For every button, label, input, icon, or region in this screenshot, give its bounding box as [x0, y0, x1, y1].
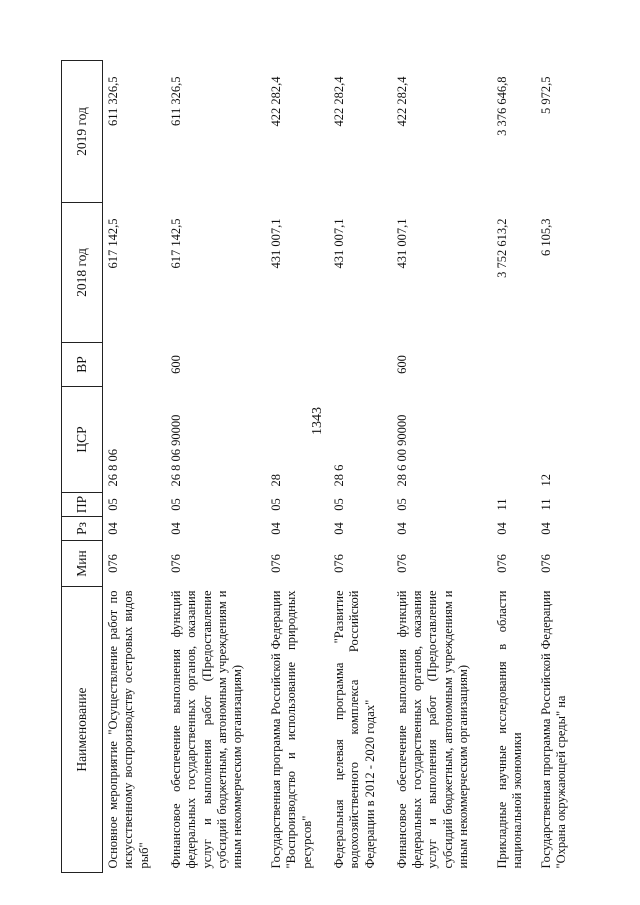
- row-rz: 04: [539, 522, 553, 535]
- row-pr: 11: [539, 498, 553, 511]
- row-2018: 617 142,5: [106, 218, 120, 269]
- row-2018: 431 007,1: [394, 218, 409, 269]
- row-name: Основное мероприятие "Осуществление работ по искусственному воспроизводству осетровых видов рыб": [106, 590, 151, 869]
- table-row: [266, 61, 329, 873]
- header-csr: ЦСР: [62, 387, 103, 493]
- row-name: Государственная программа Российской Федерации "Охрана окружающей среды" на: [539, 590, 569, 869]
- row-vr: [329, 343, 392, 387]
- table-row: [492, 61, 536, 873]
- table-row: [329, 61, 392, 873]
- table-row: [536, 61, 598, 873]
- row-2019: 5 972,5: [539, 76, 553, 114]
- row-csr: [492, 387, 536, 493]
- row-min: 076: [106, 554, 120, 573]
- budget-table: [61, 60, 598, 873]
- row-csr: 26 8 06 90000: [168, 414, 183, 487]
- row-rz: 04: [394, 522, 409, 535]
- header-name: Наименование: [62, 587, 103, 873]
- row-min: 076: [394, 554, 409, 573]
- row-2019: 611 326,5: [168, 76, 183, 127]
- header-pr: ПР: [62, 493, 103, 517]
- row-min: 076: [494, 554, 509, 573]
- row-2018: 431 007,1: [331, 218, 346, 269]
- row-csr: 26 8 06: [106, 449, 120, 487]
- row-2018: 6 105,3: [539, 218, 553, 256]
- row-2018: 431 007,1: [268, 218, 283, 269]
- row-pr: 05: [106, 498, 120, 511]
- row-2019: 3 376 646,8: [494, 76, 509, 136]
- row-rz: 04: [331, 522, 346, 535]
- table-header-row: [62, 61, 103, 873]
- header-2018: 2018 год: [62, 203, 103, 343]
- row-name: Прикладные научные исследования в области национальной экономики: [494, 590, 525, 869]
- row-pr: 11: [494, 498, 509, 511]
- row-2019: 422 282,4: [268, 76, 283, 127]
- row-pr: 05: [168, 498, 183, 511]
- table-row: [166, 61, 266, 873]
- row-pr: 05: [394, 498, 409, 511]
- table-row: [103, 61, 166, 873]
- row-csr: 12: [539, 474, 553, 487]
- row-2018: 617 142,5: [168, 218, 183, 269]
- row-min: 076: [539, 554, 553, 573]
- header-vr: ВР: [62, 343, 103, 387]
- row-csr: 28 6: [331, 464, 346, 487]
- row-2019: 611 326,5: [106, 76, 120, 127]
- row-name: Государственная программа Российской Федерации "Воспроизводство и использование природных ресурсов": [268, 590, 314, 869]
- row-pr: 05: [268, 498, 283, 511]
- row-csr: 28: [268, 474, 283, 487]
- row-rz: 04: [268, 522, 283, 535]
- page-number: 1343: [310, 407, 325, 435]
- row-vr: [492, 343, 536, 387]
- row-name: Федеральная целевая программа "Развитие водохозяйственного комплекса Российской Федерации в 2012 - 2020 годах": [331, 590, 377, 869]
- table-row: [392, 61, 492, 873]
- header-2019: 2019 год: [62, 61, 103, 203]
- row-vr: [536, 343, 598, 387]
- row-vr: 600: [168, 355, 183, 374]
- header-rz: Рз: [62, 517, 103, 541]
- row-rz: 04: [494, 522, 509, 535]
- row-min: 076: [268, 554, 283, 573]
- row-pr: 05: [331, 498, 346, 511]
- row-name: Финансовое обеспечение выполнения функций федеральных государственных органов, оказания услуг и выполнения работ (Предоставление субсидий бюджетным, автономным учреждениям и иным некоммерческим организациям): [168, 590, 245, 869]
- row-min: 076: [331, 554, 346, 573]
- row-vr: 600: [394, 355, 409, 374]
- row-csr: 28 6 00 90000: [394, 414, 409, 487]
- row-2019: 422 282,4: [331, 76, 346, 127]
- row-2018: 3 752 613,2: [494, 218, 509, 278]
- row-rz: 04: [168, 522, 183, 535]
- header-min: Мин: [62, 541, 103, 587]
- row-min: 076: [168, 554, 183, 573]
- row-rz: 04: [106, 522, 120, 535]
- row-vr: [103, 343, 166, 387]
- row-2019: 422 282,4: [394, 76, 409, 127]
- row-vr: [266, 343, 329, 387]
- row-name: Финансовое обеспечение выполнения функций федеральных государственных органов, оказания услуг и выполнения работ (Предоставление субсидий бюджетным, автономным учреждениям и иным некоммерческим организациям): [394, 590, 471, 869]
